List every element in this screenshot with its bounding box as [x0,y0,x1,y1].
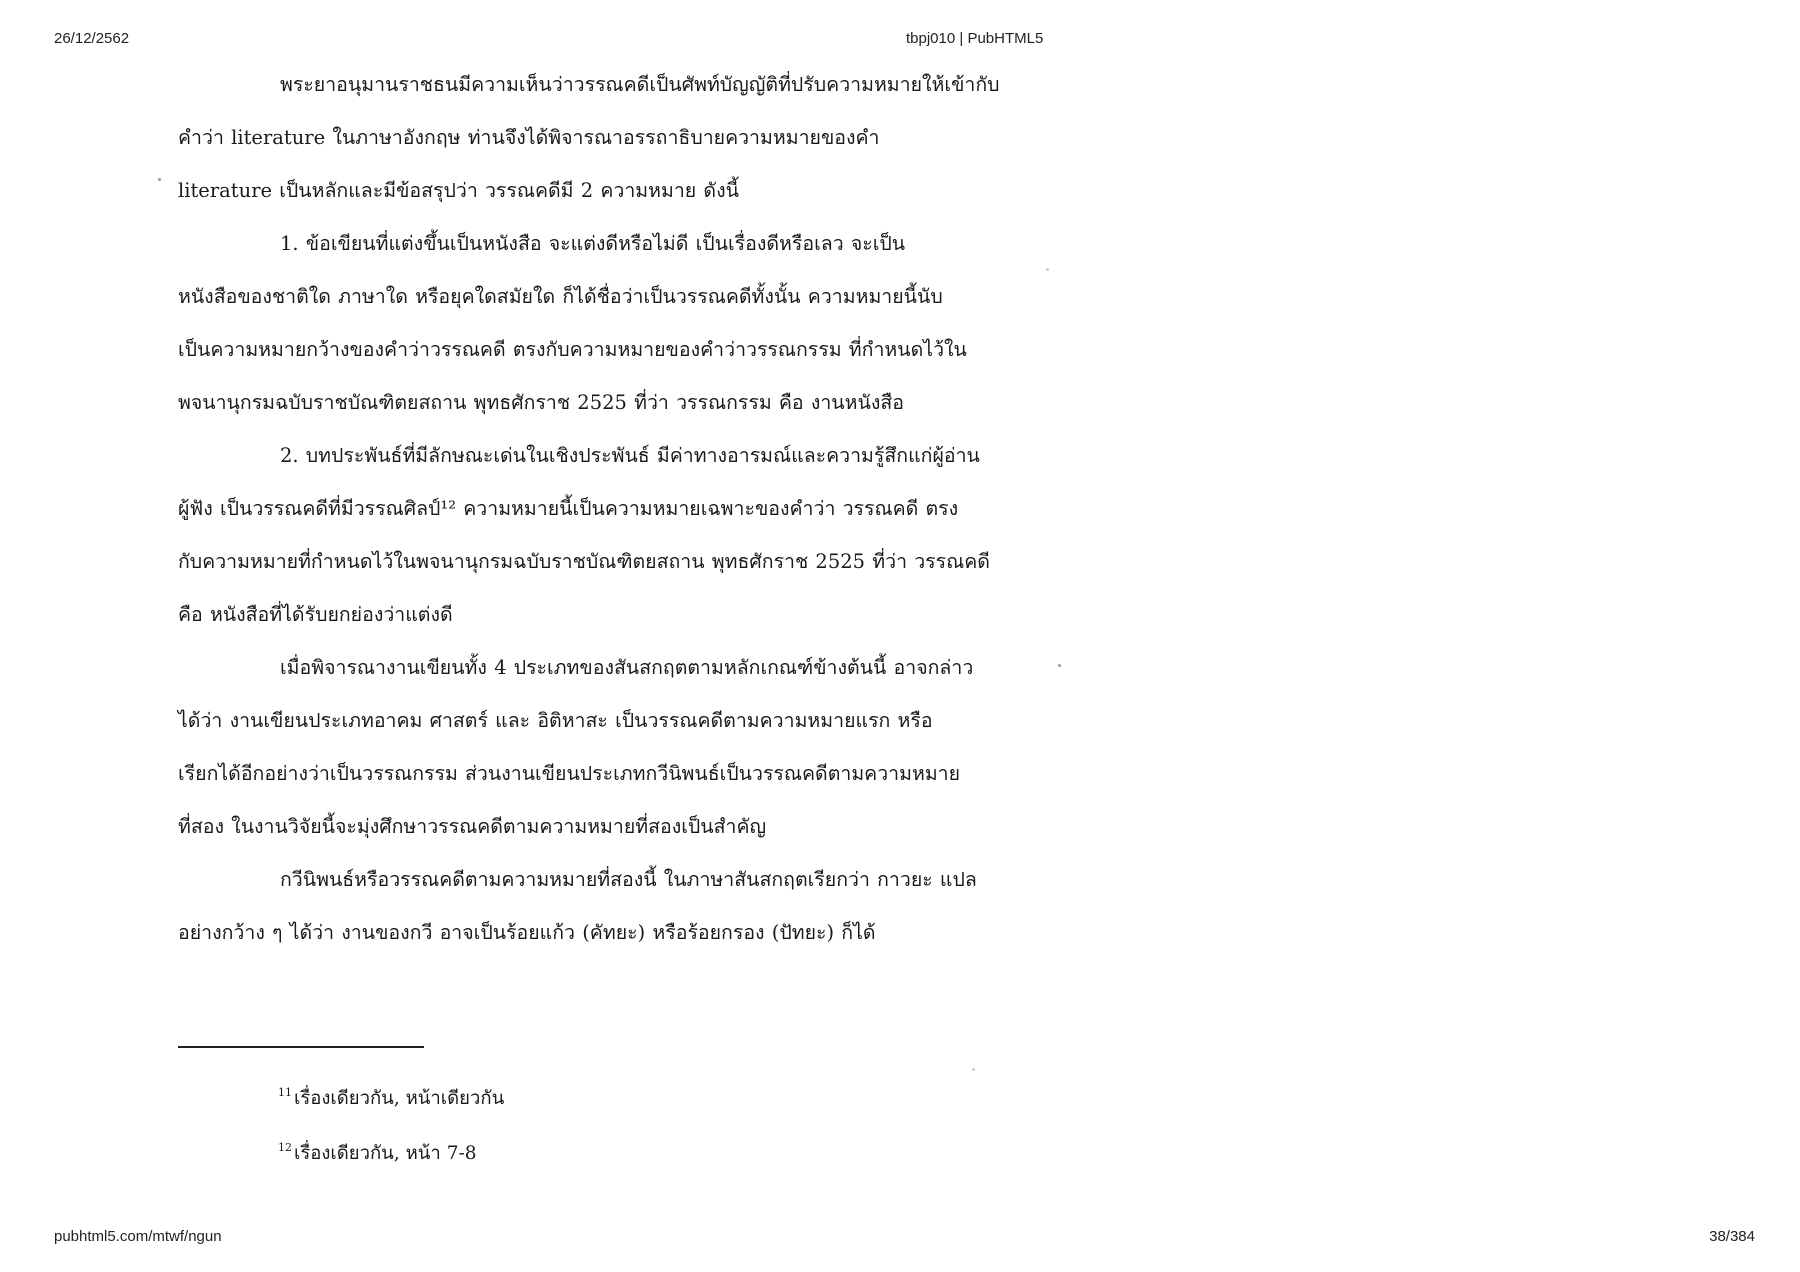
paragraph-4-cont [178,694,1023,853]
text-line: เรียกได้อีกอย่างว่าเป็นวรรณกรรม ส่วนงานเขียนประเภทกวีนิพนธ์เป็นวรรณคดีตามความหมาย [178,762,961,785]
paragraph-4 [178,641,1023,694]
text-line: คือ หนังสือที่ได้รับยกย่องว่าแต่งดี [178,603,453,626]
paragraph-5-cont [178,906,1023,959]
text-line: พระยาอนุมานราชธนมีความเห็นว่าวรรณคดีเป็นศัพท์บัญญัติที่ปรับความหมายให้เข้ากับ [280,73,1000,96]
paragraph-1 [178,58,1023,111]
footnote-text: เรื่องเดียวกัน, หน้าเดียวกัน [294,1088,505,1109]
text-line: อย่างกว้าง ๆ ได้ว่า งานของกวี อาจเป็นร้อยแก้ว (คัทยะ) หรือร้อยกรอง (ปัทยะ) ก็ได้ [178,921,876,944]
scan-speck [972,1068,975,1071]
paragraph-3-cont [178,482,1023,641]
paragraph-1-cont [178,111,1023,217]
document-title: tbpj010 | PubHTML5 [906,30,1044,47]
footnotes [278,1068,504,1178]
text-line: คำว่า literature ในภาษาอังกฤษ ท่านจึงได้พิจารณาอรรถาธิบายความหมายของคำ [178,126,880,149]
scan-speck [1046,268,1049,271]
text-line: พจนานุกรมฉบับราชบัณฑิตยสถาน พุทธศักราช 2525 ที่ว่า วรรณกรรม คือ งานหนังสือ [178,391,904,414]
paragraph-2 [178,217,1023,270]
text-line: literature เป็นหลักและมีข้อสรุปว่า วรรณคดีมี 2 ความหมาย ดังนี้ [178,179,739,202]
paragraph-2-cont [178,270,1023,429]
paragraph-3 [178,429,1023,482]
page-counter: 38/384 [1709,1228,1755,1245]
scan-speck [1058,664,1061,667]
footnote-divider [178,1046,424,1048]
text-line: ที่สอง ในงานวิจัยนี้จะมุ่งศึกษาวรรณคดีตามความหมายที่สองเป็นสำคัญ [178,815,767,838]
text-line: 2. บทประพันธ์ที่มีลักษณะเด่นในเชิงประพันธ์ มีค่าทางอารมณ์และความรู้สึกแก่ผู้อ่าน [280,444,980,467]
footnote-11 [278,1068,504,1123]
text-line: 1. ข้อเขียนที่แต่งขึ้นเป็นหนังสือ จะแต่งดีหรือไม่ดี เป็นเรื่องดีหรือเลว จะเป็น [280,232,906,255]
footnote-text: เรื่องเดียวกัน, หน้า 7-8 [294,1143,477,1164]
footnote-mark: 12 [278,1141,292,1154]
text-line: กับความหมายที่กำหนดไว้ในพจนานุกรมฉบับราชบัณฑิตยสถาน พุทธศักราช 2525 ที่ว่า วรรณคดี [178,550,990,573]
text-line: เมื่อพิจารณางานเขียนทั้ง 4 ประเภทของสันสกฤตตามหลักเกณฑ์ข้างต้นนี้ อาจกล่าว [280,656,974,679]
footnote-mark: 11 [278,1086,292,1099]
text-line: ได้ว่า งานเขียนประเภทอาคม ศาสตร์ และ อิติหาสะ เป็นวรรณคดีตามความหมายแรก หรือ [178,709,933,732]
paragraph-5 [178,853,1023,906]
document-page-body [178,58,1023,959]
text-line: ผู้ฟัง เป็นวรรณคดีที่มีวรรณศิลป์¹² ความหมายนี้เป็นความหมายเฉพาะของคำว่า วรรณคดี ตรง [178,497,959,520]
text-line: หนังสือของชาติใด ภาษาใด หรือยุคใดสมัยใด ก็ได้ชื่อว่าเป็นวรรณคดีทั้งนั้น ความหมายนี้นับ [178,285,943,308]
scan-speck [158,178,161,181]
print-header [0,30,1800,50]
text-line: กวีนิพนธ์หรือวรรณคดีตามความหมายที่สองนี้ ในภาษาสันสกฤตเรียกว่า กาวยะ แปล [280,868,977,891]
page-url: pubhtml5.com/mtwf/ngun [54,1228,222,1245]
footnote-12 [278,1123,504,1178]
print-footer [0,1228,1800,1248]
print-date: 26/12/2562 [54,30,130,47]
text-line: เป็นความหมายกว้างของคำว่าวรรณคดี ตรงกับความหมายของคำว่าวรรณกรรม ที่กำหนดไว้ใน [178,338,967,361]
